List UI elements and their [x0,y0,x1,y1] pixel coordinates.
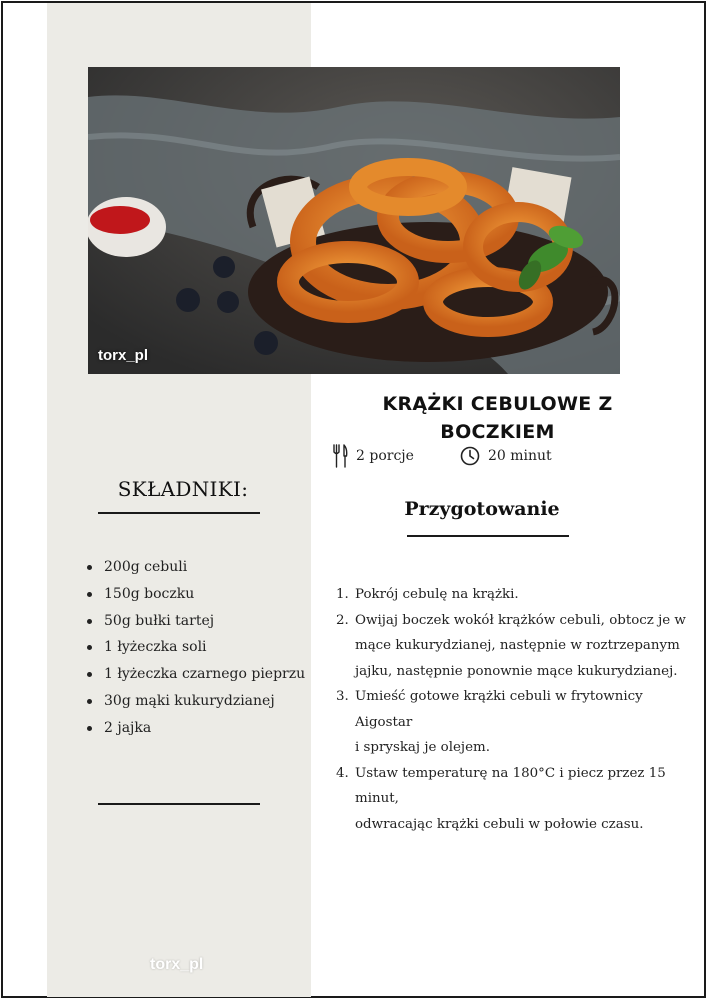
step-number: 2. [336,612,349,628]
step-line: Ustaw temperaturę na 180°C i piecz przez 15 minut, [355,765,666,806]
ingredients-top-divider [98,512,260,514]
step-line: odwracając krążki cebuli w połowie czasu. [355,816,644,832]
ingredients-list [86,554,305,742]
preparation-step [336,684,696,761]
ingredient-item: 150g boczku [86,581,305,608]
fork-knife-icon [332,444,348,468]
step-text [355,761,696,838]
step-line: jajku, następnie ponownie mące kukurydzianej. [355,663,678,679]
preparation-steps [336,582,696,837]
ingredient-item: 200g cebuli [86,554,305,581]
ingredient-item: 2 jajka [86,715,305,742]
step-line: mące kukurydzianej, następnie w roztrzepanym [355,638,680,653]
preparation-step [336,608,696,685]
preparation-divider [407,535,569,537]
step-line: Umieść gotowe krążki cebuli w frytownicy Aigostar [355,689,643,730]
recipe-photo [88,67,620,374]
step-line: Owijaj boczek wokół krążków cebuli, obtocz je w [355,612,686,628]
step-line: i spryskaj je olejem. [355,740,490,755]
preparation-step [336,761,696,838]
preparation-heading: Przygotowanie [404,498,560,520]
ingredient-item: 30g mąki kukurydzianej [86,688,305,715]
step-number: 1. [336,587,349,602]
photo-watermark: torx_pl [98,347,149,364]
recipe-title: KRĄŻKI CEBULOWE Z BOCZKIEM [382,393,613,443]
onion-rings-photo-illustration [88,67,620,374]
step-number: 3. [336,689,349,704]
portions-info [332,444,414,468]
ingredients-bottom-divider [98,803,260,805]
step-text [355,582,696,608]
portions-text: 2 porcje [356,448,414,464]
clock-icon [460,446,480,466]
preparation-step [336,582,696,608]
step-line: Pokrój cebulę na krążki. [355,587,519,602]
ingredient-item: 50g bułki tartej [86,608,305,635]
ingredient-item: 1 łyżeczka czarnego pieprzu [86,661,305,688]
step-text [355,684,696,761]
ingredient-item: 1 łyżeczka soli [86,634,305,661]
footer-watermark: torx_pl [150,956,204,973]
ingredients-heading: SKŁADNIKI: [117,477,249,501]
time-text: 20 minut [488,448,552,464]
step-number: 4. [336,765,349,781]
step-text [355,608,696,685]
time-info [460,444,552,468]
